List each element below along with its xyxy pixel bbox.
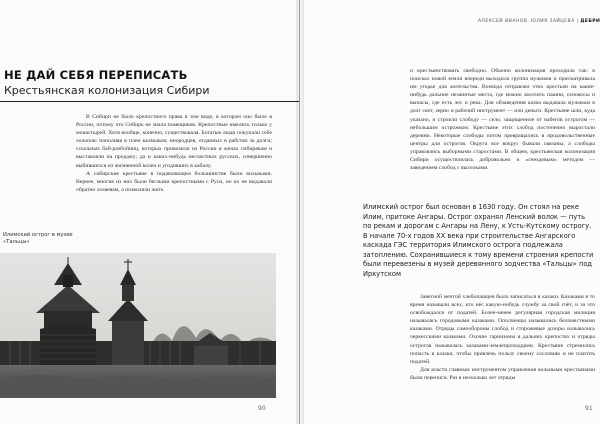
- title-divider: [0, 101, 299, 102]
- left-body-text: [76, 113, 272, 194]
- running-head-authors: АЛЕКСЕЙ ИВАНОВ, ЮЛИЯ ЗАЙЦЕВА: [478, 19, 575, 24]
- chapter-title: НЕ ДАЙ СЕБЯ ПЕРЕПИСАТЬ: [4, 68, 188, 82]
- photo-caption: Илимский острог в музее «Тальцы»: [3, 232, 73, 245]
- highlight-callout: Илимский острог был основан в 1630 году. Он стоял на реке Илим, притоке Ангары. Острог охранял Ленский волок — путь по рекам и дорогам с Ангары на Лену, к Усть-Кутскому острогу. В начале 70-х годов ХХ века при строительстве Ангарского каскада ГЭС территория Илимского острога подлежала затоплению. Сохранившиеся к тому времени строения крепости были перевезены в музей деревянного зодчества «Тальцы» под Иркутском: [363, 203, 594, 278]
- right-body-text-2: [410, 293, 595, 382]
- page-number-left: 90: [258, 405, 266, 412]
- left-page: [0, 0, 299, 424]
- running-head-title: ДЕБРИ: [580, 19, 600, 24]
- running-head: АЛЕКСЕЙ ИВАНОВ, ЮЛИЯ ЗАЙЦЕВА | ДЕБРИ: [478, 19, 600, 24]
- paragraph: Заветной мечтой хлебопашцев было записаться в казаки. Казаками в то время называли всех, кто нёс какую-нибудь службу за свой счёт, и за это освобождался от податей. Более-менее регулярная городская милиция называлась городовыми казаками. Ополченцы назывались беломестными казаками. Отряды самообороны слобод и сторожевые дозоры назывались черкесскими казаками. Охочие гарнизоны в дальних крепостях и отряды острогов называлась казаками-землепроходцами. Крестьяне стремились попасть в казаки, чтобы привлечь пользу своему сословию и не платить податей.: [410, 294, 595, 365]
- chapter-subtitle: Крестьянская колонизация Сибири: [4, 84, 210, 97]
- right-body-text: [410, 67, 595, 172]
- fortress-photo: [0, 253, 276, 398]
- paragraph: и крестьянствовать свободно. Обычно колонизация проходила так: в поисках новой земли впереди выходила группа мужиков и присматривала им угодье для жительства. Воевода отправлял этих крестьян на какие-нибудь дальние незанятые места, где можно заселить пашни, сенокосы и выпасы, где есть лес и река. Для обзаведения казна выдавала мужикам в долг скот, зерно и рабочий инструмент — или деньги. Крестьяне шли, куда указано, и строили слободу — село, защищенное от набегов острогом — небольшим острожком. Крестьяне этих слобод постепенно выростали деревни. Некоторые слободы потом превращались в продовольственные центры для острогов. Округа все вокруг бывали связаны, а слободы управлялись выборными старостами. В общем, крестьянская колонизация Сибири осуществлялась добровольно и «гнездовым» методом — заведением слобод с выселками.: [410, 68, 595, 172]
- book-gutter: [296, 0, 304, 424]
- paragraph: В Сибири не было крепостного права в том виде, в котором оно было в России, потому что Сибирь не знала помещиков. Крепостные имелись только у монастырей. Хотя вообще, конечно, существовала. Богатые люди покупали себе холопов: пополняя в плен калмыков; инородцев, отданных в рабство за долги; ссыльных баб-разбойниц, которых привозили из России в женах сибирякам и выставляли на продажу; да и каких-нибудь несчастных русских, совершенно выбившихся из жизненной колеи и угодивших в кабалу.: [76, 114, 272, 169]
- page-number-right: 91: [585, 405, 593, 412]
- paragraph: А сибирские крестьяне в подавляющем большинстве были вольными. Вернее, многие из них были беглыми крепостными с Руси, но их не выдавали обратно хозяевам, а позволяли жить: [76, 170, 272, 193]
- paragraph: Для власти главным инструментом управления вольными крестьянами были переписи. Раз в несколько лет отряды: [410, 366, 595, 381]
